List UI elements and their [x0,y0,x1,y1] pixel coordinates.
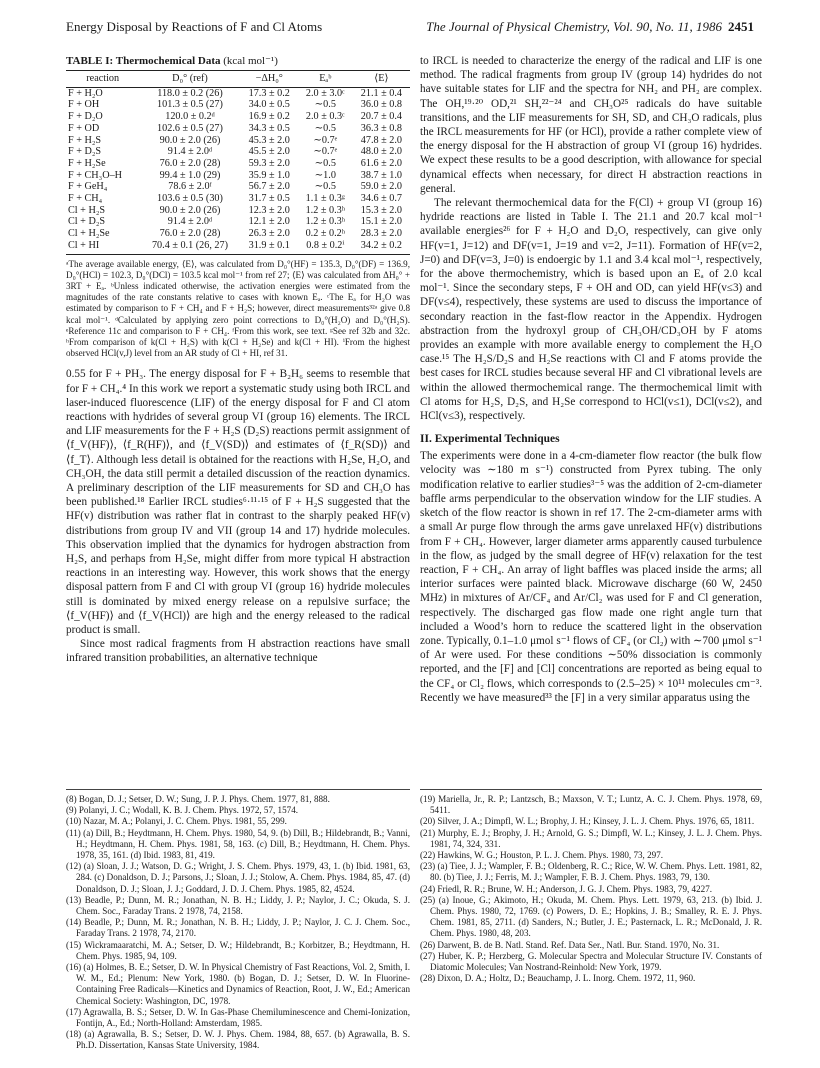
table-cell: F + OD [68,122,100,134]
table-caption-label: TABLE I: [66,55,114,67]
table-column-header: ⟨E⟩ [353,71,410,88]
table-caption [66,54,410,67]
references-left [66,784,410,1052]
table-row [66,216,410,228]
table-cell: 76.0 ± 2.0 (28) [159,157,221,169]
thermochemical-table [66,70,410,255]
table-cell: 78.6 ± 2.0ᶠ [168,181,212,193]
table-cell: 17.3 ± 0.2 [248,87,290,99]
reference-list-left [66,794,410,1052]
table-cell: ∼0.7ᵉ [313,146,338,158]
table-cell: 38.7 ± 1.0 [360,169,402,181]
reference-entry: (12) (a) Sloan, J. J.; Watson, D. G.; Wright, J. S. Chem. Phys. 1979, 43, 1. (b) Ibid. 1981, 63, 284. (c) Donaldson, D. J.; Parsons, J.; Sloan, J. J.; Stolow, A. Chem. Phys. 1984, 85, 47. (d) Donaldson, D. J.; Sloan, J. J.; Goddard, J. D. J. Chem. Phys. 1985, 82, 4524. [66,861,410,894]
table-cell: 99.4 ± 1.0 (29) [159,169,221,181]
table-cell: 36.3 ± 0.8 [360,122,402,134]
table-cell: 1.2 ± 0.3ʰ [305,204,345,216]
table-cell: 118.0 ± 0.2 (26) [157,87,223,99]
table-cell: 48.0 ± 2.0 [360,146,402,158]
table-cell: F + D₂S [68,146,102,158]
table-cell: 56.7 ± 2.0 [248,181,290,193]
table-cell: F + H₂S [68,134,102,146]
table-cell: 16.9 ± 0.2 [248,111,290,123]
table-cell: ∼0.5 [314,122,336,134]
reference-list-right [420,794,762,984]
reference-entry: (23) (a) Tiee, J. J.; Wampler, F. B.; Oldenberg, R. C.; Rice, W. W. Chem. Phys. Lett. 1981, 82, 80. (b) Tiee, J. J.; Ferris, M. J.; Wampler, F. B. J. Chem. Phys. 1983, 79, 130. [420,861,762,883]
table-cell: 1.1 ± 0.3ᵍ [305,193,345,205]
table-cell: 101.3 ± 0.5 (27) [157,99,223,111]
paragraph: Since most radical fragments from H abstraction reactions have small infrared transition probabilities, an alternative technique [66,638,410,665]
table-cell: 20.7 ± 0.4 [360,111,402,123]
table-cell: 59.0 ± 2.0 [360,181,402,193]
reference-entry: (9) Polanyi, J. C.; Wodall, K. B. J. Chem. Phys. 1972, 57, 1574. [66,805,299,816]
left-column [66,54,410,666]
reference-entry: (18) (a) Agrawalla, B. S.; Setser, D. W. J. Phys. Chem. 1984, 88, 657. (b) Agrawalla, B. S. Ph.D. Dissertation, Kansas State University, 1984. [66,1029,410,1051]
table-cell: ∼0.5 [314,181,336,193]
table-cell: 15.1 ± 2.0 [360,216,402,228]
table-footnote: ᵃThe average available energy, ⟨E⟩, was calculated from D₀°(HF) = 135.3, D₀°(DF) = 136.9, D₀°(HCl) = 102.3, D₀°(DCl) = 103.5 kcal mol⁻¹ from ref 27; ⟨E⟩ was calculated from ΔH₀° + 3RT + Eₐ. ᵇUnless indicated otherwise, the activation energies were estimated from the magnitudes of the rate constants relative to cases with known Eₐ. ᶜThe Eₐ for H₂O was estimated by comparison to F + CH₄ and F + H₂S; however, direct measurements³²ᵃ give 0.8 kcal mol⁻¹. ᵈCalculated by applying zero point corrections to D₀°(H₂O) and D₀°(H₂S). ᵉReference 11c and comparison to F + CH₄. ᶠFrom this work, see text. ᵍSee ref 32b and 32c. ʰFrom comparison of k(Cl + H₂S) with k(Cl + H₂Se) and k(Cl + HI). ⁱFrom the highest observed HCl(v,J) level from an AR study of Cl + HI, ref 31. [66,258,410,359]
running-title: Energy Disposal by Reactions of F and Cl Atoms [66,19,323,34]
right-body-text [420,54,762,423]
table-caption-units: (kcal mol⁻¹) [223,55,278,67]
table-cell: 0.2 ± 0.2ʰ [305,228,345,240]
table-cell: 59.3 ± 2.0 [248,157,290,169]
reference-entry: (26) Darwent, B. de B. Natl. Stand. Ref. Data Ser., Natl. Bur. Stand. 1970, No. 31. [420,939,720,950]
reference-entry: (22) Hawkins, W. G.; Houston, P. L. J. Chem. Phys. 1980, 73, 297. [420,850,664,861]
table-cell: 120.0 ± 0.2ᵈ [165,111,215,123]
section-body-text [420,449,762,705]
table-cell: 34.0 ± 0.5 [248,99,290,111]
table-column-header: Eₐᵇ [298,71,353,88]
table-cell: 91.4 ± 2.0ᵈ [167,216,213,228]
table-cell: ∼1.0 [314,169,336,181]
paragraph: The experiments were done in a 4-cm-diameter flow reactor (the bulk flow velocity was ∼180 m s⁻¹) constructed from Pyrex tubing. The only modification relative to earlier studies³⁻⁵ was the addition of 2-cm-diameter baffle arms perpendicular to the observation window for the LIF studies. A sketch of the flow reactor is shown in ref 17. The 2-cm-diameter arms with a small Ar purge flow through the arms gave unrelaxed HF(v) distributions from F + CH₄. However, larger diameter arms apparently caused turbulence in the flow, as judged by the small degree of HF(v) relaxation for the test reaction, F + CH₄. An array of light baffles was placed inside the arms; all interior surfaces were painted black. Microwave discharge (60 W, 2450 MHz) in mixtures of Ar/CF₄ and Ar/Cl₂ was used for F and Cl generation, respectively. The discharged gas flow made one right angle turn that included a Wood’s horn to reduce the scattered light in the observation zone. Typically, 0.1–1.0 μmol s⁻¹ flows of CF₄ (or Cl₂) with ∼700 μmol s⁻¹ of Ar were used. For these conditions ∼50% dissociation is commonly reported, and the [F] and [Cl] concentrations are reported as being equal to the CF₄ or Cl₂ flows, which corresponds to (2.5–25) × 10¹¹ molecules cm⁻³. Recently we have measured³³ the [F] in a very similar apparatus using the [420,450,762,704]
reference-entry: (8) Bogan, D. J.; Setser, D. W.; Sung, J. P. J. Phys. Chem. 1977, 81, 888. [66,794,330,804]
table-cell: Cl + D₂S [68,216,106,228]
page-header [66,16,754,38]
table-row [66,111,410,123]
table-cell: ∼0.5 [314,157,336,169]
table-cell: 31.9 ± 0.1 [241,240,298,254]
table-cell: 34.2 ± 0.2 [353,240,410,254]
table-row [66,228,410,240]
paragraph: The relevant thermochemical data for the F(Cl) + group VI (group 16) hydride reactions are listed in Table I. The 21.1 and 20.7 kcal mol⁻¹ available energies²⁶ for F + H₂O and D₂O, respectively, can give only HF(v=1, J=12) and DF(v=1, J=19 and v=2, J=11). Formation of HF(v=2, J=0) and DF(v=3, J=0) is endoergic by 1.1 and 3.4 kcal mol⁻¹, respectively, for the above thermochemistry, which is based upon an Eₐ of 2.0 kcal mol⁻¹. Since the secondary steps, F + OH and OD, can yield HF(v≤3) and DF(v≤4), respectively, these systems are used to discuss the importance of secondary reaction in the fast-flow reactor in the Appendix. Hydrogen abstraction from the hydroxyl group of CH₃OH/CD₃OH by F atoms provides an example with more available energy to complement the H₂O case.¹⁵ The H₂S/D₂S and H₂Se reactions with Cl and F atoms provide the best cases for IRCL studies because several HF and Cl vibrational levels are within the allowed thermochemical range. The thermochemical limit with Cl atoms for H₂S, D₂S, and H₂Se correspond to HCl(v≤1), DCl(v≤2), and HCl(v≤3), respectively. [420,197,762,423]
table-cell: 34.3 ± 0.5 [248,122,290,134]
table-cell: 2.0 ± 3.0ᶜ [305,87,345,99]
table-cell: F + H₂O [68,87,103,99]
table-cell: 28.3 ± 2.0 [360,228,402,240]
table-row [66,135,410,147]
reference-entry: (13) Beadle, P.; Dunn, M. R.; Jonathan, N. B. H.; Liddy, J. P.; Naylor, J. C.; Okuda, S. J. Chem. Soc., Faraday Trans. 2 1978, 74, 2158. [66,894,410,917]
reference-entry: (17) Agrawalla, B. S.; Setser, D. W. In Gas-Phase Chemiluminescence and Chemi-Ionization, Fontijn, A., Ed.; North-Holland: Amsterdam, 1985. [66,1006,410,1029]
table-row [66,240,410,254]
reference-entry: (20) Silver, J. A.; Dimpfl, W. L.; Brophy, J. H.; Kinsey, J. L. J. Chem. Phys. 1976, 65, 1811. [420,816,755,827]
table-body [66,87,410,254]
reference-entry: (16) (a) Holmes, B. E.; Setser, D. W. In Physical Chemistry of Fast Reactions, Vol. 2, Smith, I. W. M., Ed.; Plenum: New York, 1980. (b) Bogan, D. J.; Setser, D. W. In Fluorine-Containing Free Radicals—Kinetics and Dynamics of Reaction, Root, J. W., Ed.; American Chemical Society: Washington, DC, 1978. [66,962,410,1006]
table-cell: 12.1 ± 2.0 [248,216,290,228]
table-cell: F + CH₄ [68,193,103,205]
table-cell: F + OH [68,99,100,111]
table-cell: 70.4 ± 0.1 (26, 27) [139,240,240,254]
table-cell: 103.6 ± 0.5 (30) [157,193,223,205]
table-cell: 45.3 ± 2.0 [248,134,290,146]
left-body-text [66,367,410,665]
table-cell: 36.0 ± 0.8 [360,99,402,111]
journal-citation [426,16,754,38]
table-cell: F + H₂Se [68,157,106,169]
table-cell: 31.7 ± 0.5 [248,193,290,205]
table-cell: 26.3 ± 2.0 [248,228,290,240]
table-cell: F + D₂O [68,111,103,123]
table-cell: F + GeH₄ [68,181,108,193]
reference-entry: (10) Nazar, M. A.; Polanyi, J. C. Chem. Phys. 1981, 55, 299. [66,816,287,827]
section-heading: II. Experimental Techniques [420,433,560,446]
table-cell: 35.9 ± 1.0 [248,169,290,181]
table-cell: 102.6 ± 0.5 (27) [157,122,223,134]
reference-entry: (25) (a) Inoue, G.; Akimoto, H.; Okuda, M. Chem. Phys. Lett. 1979, 63, 213. (b) Ibid. J. Chem. Phys. 1980, 72, 1769. (c) Powers, D. E.; Hopkins, J. B.; Smalley, R. E. J. Phys. Chem. 1981, 85, 2711. (d) Sanders, N.; Butler, J. E.; Pasternack, L. R.; McDonald, J. R. Chem. Phys. 1980, 48, 203. [420,894,762,939]
table-column-header: D₀° (ref) [139,71,240,88]
table-row [66,170,410,182]
table-cell: F + CH₃O–H [68,169,123,181]
reference-entry: (11) (a) Dill, B.; Heydtmann, H. Chem. Phys. 1980, 54, 9. (b) Dill, B.; Hildebrandt, B.; Vanni, H.; Heydtmann, H. Chem. Phys. 1981, 58, 163. (c) Dill, B.; Heydtmann, H. Chem. Phys. 1978, 35, 161. (d) Ibid. 1983, 81, 419. [66,827,410,861]
table-cell: 91.4 ± 2.0ᵈ [167,146,213,158]
references-divider [66,789,410,790]
table-cell: 12.3 ± 2.0 [248,204,290,216]
table-cell: Cl + H₂Se [68,228,110,240]
references-right [420,784,762,984]
table-row [66,87,410,99]
references-divider [420,789,762,790]
table-cell: Cl + H₂S [68,204,106,216]
table-row [66,123,410,135]
table-cell: 21.1 ± 0.4 [360,87,402,99]
table-cell: 61.6 ± 2.0 [360,157,402,169]
table-row [66,205,410,217]
table-row [66,99,410,111]
reference-entry: (24) Friedl, R. R.; Brune, W. H.; Anderson, J. G. J. Chem. Phys. 1983, 79, 4227. [420,883,713,894]
paragraph: 0.55 for F + PH₃. The energy disposal for F + B₂H₆ seems to resemble that for F + CH₄.⁴ In this work we report a systematic study using both IRCL and laser-induced fluorescence (LIF) of the energy disposal for F and Cl atom reactions with hydrides of several group VI (group 16) elements. The IRCL and LIF measurements for the F + H₂S (D₂S) reactions permit assignment of ⟨f_V(HF)⟩, ⟨f_R(HF)⟩, and ⟨f_V(SD)⟩ and estimates of ⟨f_R(SD)⟩ and ⟨f_T⟩. Although less detail is obtained for the reactions with H₂Se, H₂O, and CH₃OH, the data still permit a detailed discussion of the reaction dynamics. A preliminary description of the LIF measurements for SD and CH₃O has been published.¹⁸ Earlier IRCL studies⁶·¹¹·¹⁵ of F + H₂S suggested that the HF(v) distribution was rather flat in contrast to the sharply peaked HF(v) distributions from group IV and VII (group 14 and 17) hydride molecules. This observation implied that the dynamics for hydrogen abstraction from H₂S, and perhaps from H₂Se, might differ from more typical H abstraction reactions in an interesting way. However, this work shows that the energy disposal pattern from F and Cl with group VI (group 16) hydride molecules still is dominated by mixed energy release on a repulsive surface; the ⟨f_V(HF)⟩ and ⟨f_V(HCl)⟩ are high and the energy released to the radical product is small. [66,368,410,637]
right-column [420,54,762,705]
table-column-header: −ΔH₀° [241,71,298,88]
table-cell: 34.6 ± 0.7 [360,193,402,205]
reference-entry: (27) Huber, K. P.; Herzberg, G. Molecular Spectra and Molecular Structure IV. Constants of Diatomic Molecules; Van Nostrand-Reinhold: New York, 1979. [420,950,762,973]
table-column-header: reaction [66,71,139,88]
reference-entry: (14) Beadle, P.; Dunn, M. R.; Jonathan, N. B. H.; Liddy, J. P.; Naylor, J. C. J. Chem. Soc., Faraday Trans. 2 1978, 74, 2170. [66,917,410,939]
reference-entry: (28) Dixon, D. A.; Holtz, D.; Beauchamp, J. L. Inorg. Chem. 1972, 11, 960. [420,973,696,984]
journal-name: The Journal of Physical Chemistry, Vol. 90, No. 11, 1986 [426,19,722,34]
table-row [66,193,410,205]
reference-entry: (21) Murphy, E. J.; Brophy, J. H.; Arnold, G. S.; Dimpfl, W. L.; Kinsey, J. L. J. Chem. Phys. 1981, 74, 324, 331. [420,827,762,849]
table-cell: ∼0.5 [314,99,336,111]
reference-entry: (15) Wickramaaratchi, M. A.; Setser, D. W.; Hildebrandt, B.; Korbitzer, B.; Heydtmann, H. Chem. Phys. 1985, 94, 109. [66,939,410,961]
table-cell: 1.2 ± 0.3ʰ [305,216,345,228]
table-row [66,181,410,193]
table-cell: Cl + HI [66,240,139,254]
paragraph: to IRCL is needed to characterize the energy of the radical and LIF is one method. The radical fragments from group IV (group 14) hydrides do not have suitable states for LIF and the spectra for NH₂ and PH₂ are complex. The OH,¹⁹·²⁰ OD,²¹ SH,²²⁻²⁴ and CH₃O²⁵ radicals do have suitable transitions, and the LIF measurements for SH, SD, and CH₃O radicals, plus the IRCL measurements for HF (or HCl), provide a rather complete view of the energy disposal for the H abstraction of group VI (group 16) hydrides. We expect these results to be a good description, with allowance for special dynamical effects when necessary, for direct H abstraction reactions in general. [420,55,762,195]
reference-entry: (19) Mariella, Jr., R. P.; Lantzsch, B.; Maxson, V. T.; Luntz, A. C. J. Chem. Phys. 1978, 69, 5411. [420,794,762,816]
table-cell: 90.0 ± 2.0 (26) [159,204,221,216]
table-cell: 2.0 ± 0.3ᶜ [305,111,345,123]
table-row [66,158,410,170]
table-cell: 76.0 ± 2.0 (28) [159,228,221,240]
table-cell: 45.5 ± 2.0 [248,146,290,158]
table-cell: 15.3 ± 2.0 [360,204,402,216]
table-cell: 0.8 ± 0.2ⁱ [298,240,353,254]
table-header-row [66,71,410,88]
table-cell: 90.0 ± 2.0 (26) [159,134,221,146]
table-cell: 47.8 ± 2.0 [360,134,402,146]
table-cell: ∼0.7ᵉ [313,134,338,146]
table-row [66,146,410,158]
table-caption-text: Thermochemical Data [115,55,221,67]
page-number: 2451 [728,19,754,34]
